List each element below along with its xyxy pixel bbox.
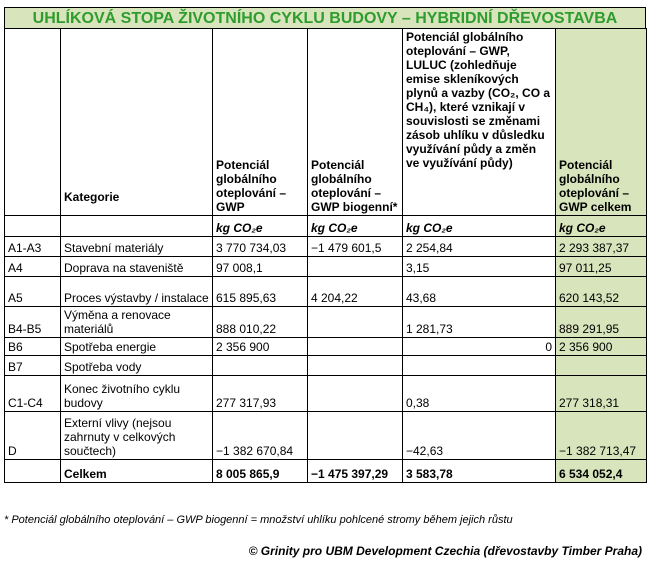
cell-gwp-luluc: 1 281,73 <box>403 307 556 338</box>
total-bio: −1 475 397,29 <box>308 460 403 483</box>
cell-gwp-luluc: 0,38 <box>403 376 556 412</box>
table-row <box>5 412 647 460</box>
unit-row <box>5 216 647 237</box>
cell-gwp-biogenni <box>308 338 403 356</box>
cell-code: A5 <box>5 277 61 307</box>
cell-code: B4-B5 <box>5 307 61 338</box>
cell-gwp-biogenni <box>308 412 403 460</box>
cell-category: Spotřeba vody <box>61 356 213 376</box>
table-title: UHLÍKOVÁ STOPA ŽIVOTNÍHO CYKLU BUDOVY – HYBRIDNÍ DŘEVOSTAVBA <box>4 7 646 29</box>
unit-empty-1 <box>5 216 61 237</box>
cell-category: Doprava na staveniště <box>61 257 213 277</box>
cell-category: Proces výstavby / instalace <box>61 277 213 307</box>
header-kategorie: Kategorie <box>61 29 213 216</box>
cell-gwp <box>213 356 308 376</box>
table-row <box>5 376 647 412</box>
header-gwp-luluc: Potenciál globálního oteplování – GWP, LULUC (zohledňuje emise skleníkových plynů a vazby (CO₂, CO a CH₄), které vznikají v souvislosti se změnami zásob uhlíku v důsledku využívání půdy a změn ve využívání půdy) <box>403 29 556 216</box>
table-row <box>5 307 647 338</box>
cell-gwp: 97 008,1 <box>213 257 308 277</box>
cell-gwp-biogenni <box>308 307 403 338</box>
cell-gwp-luluc: 0 <box>403 338 556 356</box>
cell-gwp-biogenni <box>308 356 403 376</box>
cell-gwp-biogenni: −1 479 601,5 <box>308 237 403 257</box>
unit-total: kg CO₂e <box>556 216 647 237</box>
header-gwp: Potenciál globálního oteplování – GWP <box>213 29 308 216</box>
carbon-footprint-table <box>4 28 647 483</box>
cell-gwp-celkem: 2 293 387,37 <box>556 237 647 257</box>
total-code <box>5 460 61 483</box>
cell-gwp-celkem: 620 143,52 <box>556 277 647 307</box>
totals-row <box>5 460 647 483</box>
cell-gwp-celkem: 277 318,31 <box>556 376 647 412</box>
cell-gwp: 2 356 900 <box>213 338 308 356</box>
cell-gwp-biogenni <box>308 257 403 277</box>
cell-gwp: 3 770 734,03 <box>213 237 308 257</box>
total-luluc: 3 583,78 <box>403 460 556 483</box>
total-gwp: 8 005 865,9 <box>213 460 308 483</box>
unit-empty-2 <box>61 216 213 237</box>
cell-gwp-luluc: 2 254,84 <box>403 237 556 257</box>
cell-gwp: 888 010,22 <box>213 307 308 338</box>
total-label: Celkem <box>61 460 213 483</box>
cell-gwp-celkem <box>556 356 647 376</box>
cell-gwp-celkem: 889 291,95 <box>556 307 647 338</box>
cell-gwp-celkem: 2 356 900 <box>556 338 647 356</box>
header-gwp-celkem: Potenciál globálního oteplování – GWP celkem <box>556 29 647 216</box>
cell-gwp-luluc: 43,68 <box>403 277 556 307</box>
cell-code: A4 <box>5 257 61 277</box>
cell-gwp-celkem: 97 011,25 <box>556 257 647 277</box>
total-celkem: 6 534 052,4 <box>556 460 647 483</box>
header-row <box>5 29 647 216</box>
cell-category: Konec životního cyklu budovy <box>61 376 213 412</box>
cell-gwp: 277 317,93 <box>213 376 308 412</box>
cell-gwp-luluc <box>403 356 556 376</box>
cell-gwp: −1 382 670,84 <box>213 412 308 460</box>
cell-gwp: 615 895,63 <box>213 277 308 307</box>
cell-gwp-biogenni: 4 204,22 <box>308 277 403 307</box>
cell-code: B7 <box>5 356 61 376</box>
cell-gwp-luluc: −42,63 <box>403 412 556 460</box>
table-row <box>5 338 647 356</box>
cell-code: A1-A3 <box>5 237 61 257</box>
table-row <box>5 277 647 307</box>
cell-category: Výměna a renovace materiálů <box>61 307 213 338</box>
unit-bio: kg CO₂e <box>308 216 403 237</box>
cell-gwp-biogenni <box>308 376 403 412</box>
footnote: * Potenciál globálního oteplování – GWP biogenní = množství uhlíku pohlcené stromy během jejich růstu <box>4 514 513 526</box>
table-row <box>5 257 647 277</box>
cell-category: Stavební materiály <box>61 237 213 257</box>
credit: © Grinity pro UBM Development Czechia (dřevostavby Timber Praha) <box>248 544 642 558</box>
cell-category: Externí vlivy (nejsou zahrnuty v celkových součtech) <box>61 412 213 460</box>
unit-luluc: kg CO₂e <box>403 216 556 237</box>
cell-code: C1-C4 <box>5 376 61 412</box>
cell-gwp-luluc: 3,15 <box>403 257 556 277</box>
cell-code: B6 <box>5 338 61 356</box>
cell-code: D <box>5 412 61 460</box>
header-code <box>5 29 61 216</box>
table-row <box>5 237 647 257</box>
unit-gwp: kg CO₂e <box>213 216 308 237</box>
header-gwp-biogenni: Potenciál globálního oteplování – GWP biogenní* <box>308 29 403 216</box>
table-row <box>5 356 647 376</box>
cell-gwp-celkem: −1 382 713,47 <box>556 412 647 460</box>
cell-category: Spotřeba energie <box>61 338 213 356</box>
